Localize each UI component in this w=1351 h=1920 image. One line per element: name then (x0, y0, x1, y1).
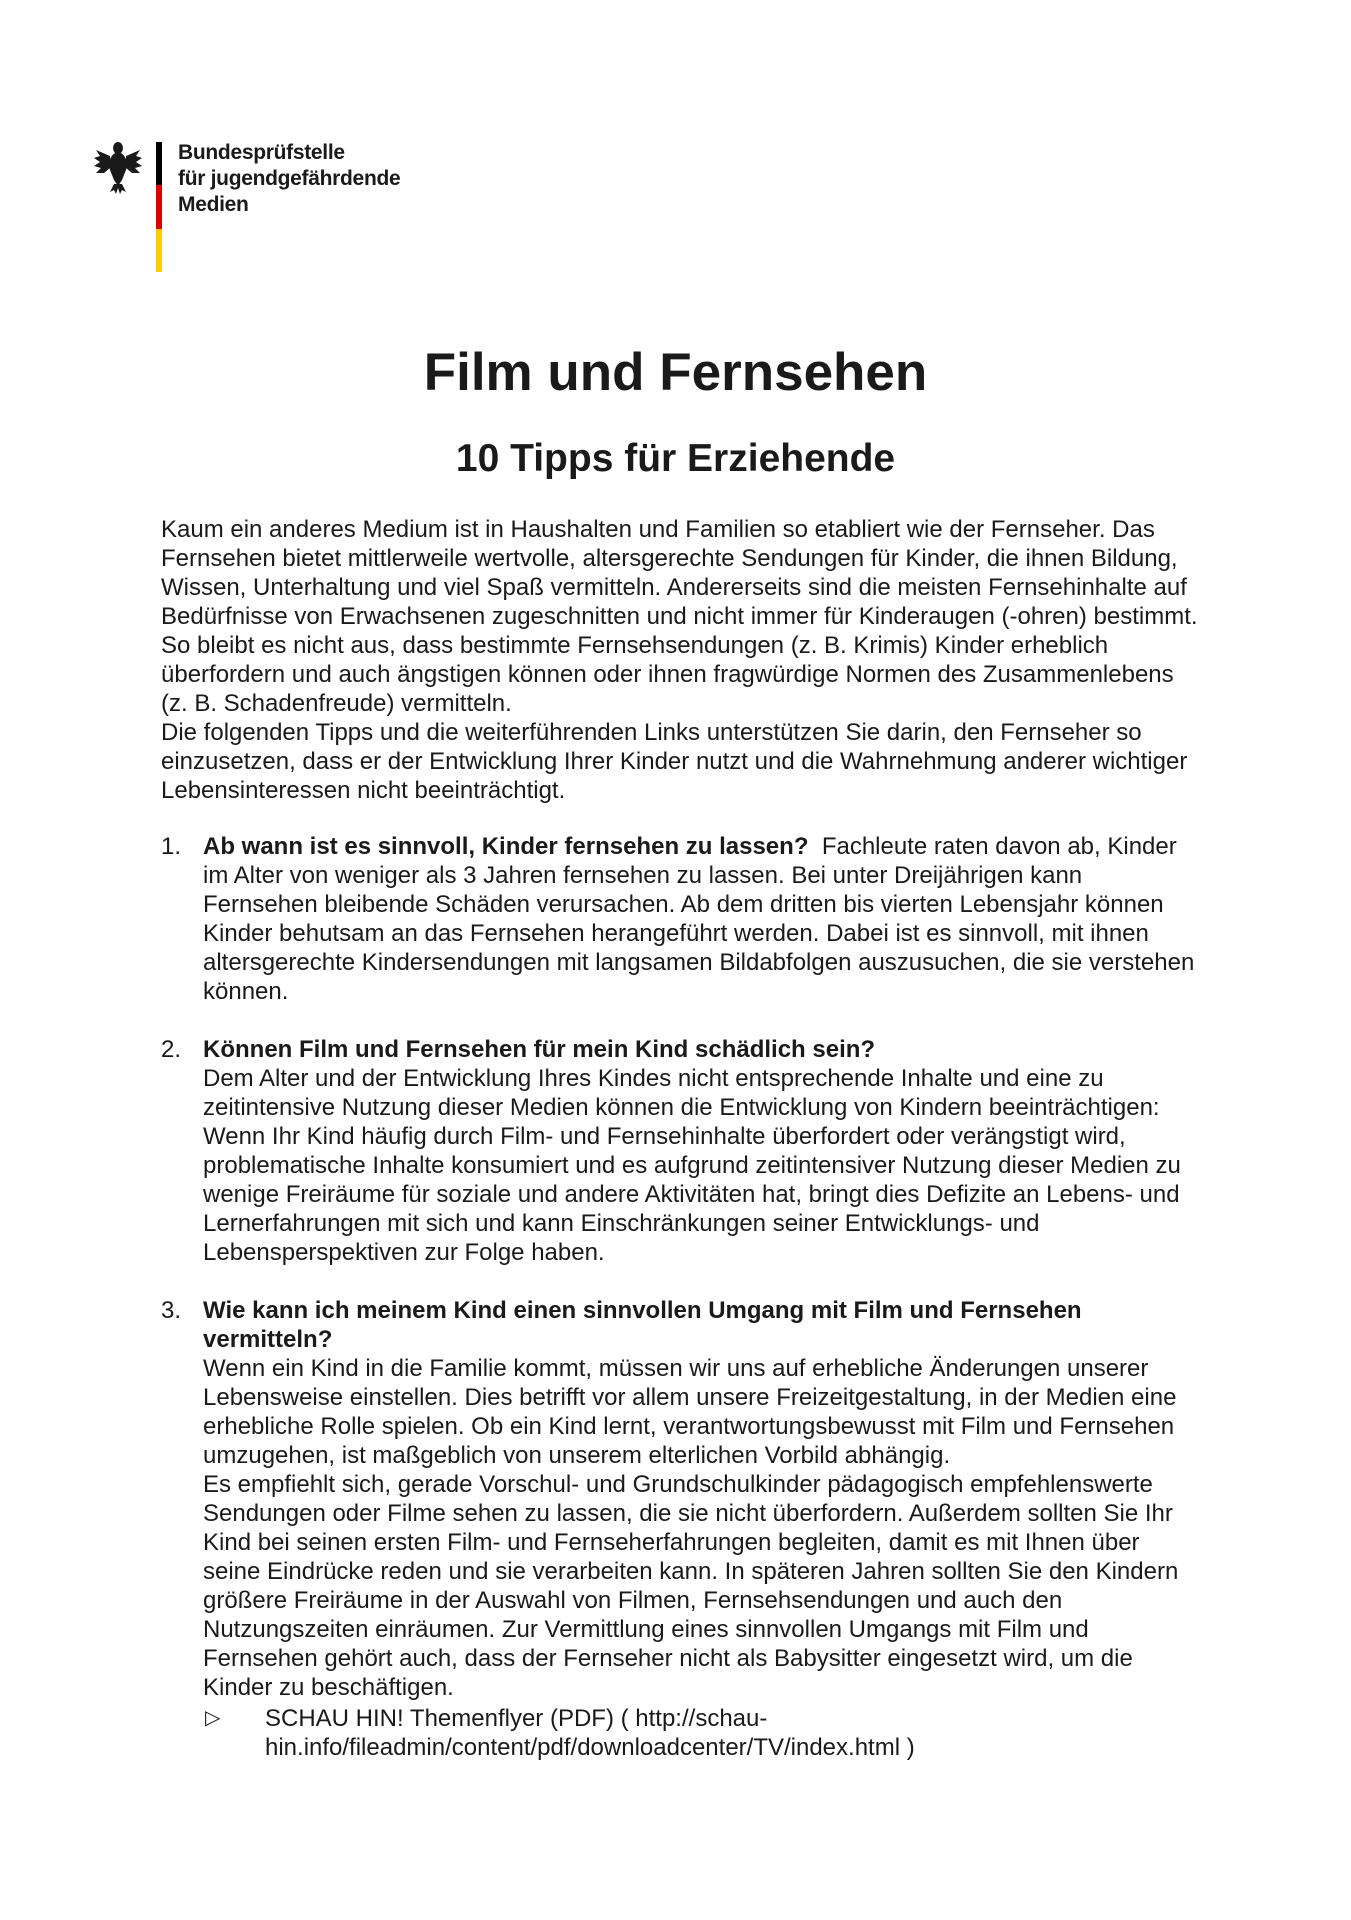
document-subtitle: 10 Tipps für Erziehende (455, 437, 896, 480)
tip-number: 2. (161, 1036, 182, 1063)
triangle-bullet-icon: ▷ (205, 1707, 221, 1729)
intro-paragraph-1: Kaum ein anderes Medium ist in Haushalten und Familien so etabliert wie der Fernseher. Das Fernsehen bietet mittlerweile wertvolle, altersgerechte Sendungen für Kinder, die ihnen Bildung, Wissen, Unterhaltung und viel Spaß vermitteln. Andererseits sind die meisten Fernsehinhalte auf Bedürfnisse von Erwachsenen zugeschnitten und nicht immer für Kinderaugen (-ohren) bestimmt. So bleibt es nicht aus, dass bestimmte Fernsehsendungen (z. B. Krimis) Kinder erheblich überfordern und auch ängstigen können oder ihnen fragwürdige Normen des Zusammenlebens (z. B. Schadenfreude) vermitteln. (161, 516, 1198, 717)
flag-bar (156, 142, 162, 272)
tip-content (203, 832, 1201, 1006)
flag-gold-stripe (156, 229, 162, 272)
tip-question: Können Film und Fernsehen für mein Kind schädlich sein? (203, 1036, 876, 1063)
tip-answer-paragraph-1: Wenn ein Kind in die Familie kommt, müssen wir uns auf erhebliche Änderungen unserer Lebensweise einstellen. Dies betrifft vor allem unsere Freizeitgestaltung, in der Medien eine erhebliche Rolle spielen. Ob ein Kind lernt, verantwortungsbewusst mit Film und Fernsehen umzugehen, ist maßgeblich von unserem elterlichen Vorbild abhängig. (203, 1355, 1177, 1469)
tip-question: Wie kann ich meinem Kind einen sinnvollen Umgang mit Film und Fernsehen vermitteln? (203, 1297, 1082, 1353)
document-title: Film und Fernsehen (423, 343, 928, 402)
further-link[interactable] (203, 1704, 1201, 1762)
federal-eagle-icon (92, 140, 144, 194)
authority-name-line3: Medien (178, 193, 249, 216)
tip-answer: Dem Alter und der Entwicklung Ihres Kindes nicht entsprechende Inhalte und eine zu zeitintensive Nutzung dieser Medien können die Entwicklung von Kindern beeinträchtigen: Wenn Ihr Kind häufig durch Film- und Fernsehinhalte überfordert oder verängstigt wird, problematische Inhalte konsumiert und es aufgrund zeitintensiver Nutzung dieser Medien zu wenige Freiräume für soziale und andere Aktivitäten hat, bringt dies Defizite an Lebens- und Lernerfahrungen mit sich und kann Einschränkungen seiner Entwicklungs- und Lebensperspektiven zur Folge haben. (203, 1065, 1181, 1266)
tip-number: 3. (161, 1297, 182, 1324)
tip-answer-paragraph-2: Es empfiehlt sich, gerade Vorschul- und Grundschulkinder pädagogisch empfehlenswerte Sendungen oder Filme sehen zu lassen, die sie nicht überfordern. Außerdem sollten Sie Ihr Kind bei seinen ersten Film- und Fernseherfahrungen begleiten, damit es mit Ihnen über seine Eindrücke reden und sie verarbeiten kann. In späteren Jahren sollten Sie den Kindern größere Freiräume in der Auswahl von Filmen, Fernsehsendungen und auch den Nutzungszeiten einräumen. Zur Vermittlung eines sinnvollen Umgangs mit Film und Fernsehen gehört auch, dass der Fernseher nicht als Babysitter eingesetzt wird, um die Kinder zu beschäftigen. (203, 1471, 1179, 1701)
intro-paragraph-2: Die folgenden Tipps und die weiterführenden Links unterstützen Sie darin, den Fernseher so einzusetzen, dass er der Entwicklung Ihrer Kinder nutzt und die Wahrnehmung anderer wichtiger Lebensinteressen nicht beeinträchtigt. (161, 719, 1188, 804)
flag-black-stripe (156, 142, 162, 185)
tip-item (161, 1035, 1201, 1267)
flag-red-stripe (156, 185, 162, 228)
intro-section (161, 515, 1201, 805)
tip-item (161, 832, 1201, 1006)
tip-question: Ab wann ist es sinnvoll, Kinder fernsehen zu lassen? (203, 833, 809, 860)
authority-name-line2: für jugendgefährdende (178, 167, 401, 190)
authority-name-line1: Bundesprüfstelle (178, 141, 345, 164)
authority-name (178, 140, 400, 218)
tip-number: 1. (161, 833, 182, 860)
tips-list (161, 832, 1201, 1791)
authority-logo (92, 140, 412, 275)
tip-item (161, 1296, 1201, 1762)
further-link-text[interactable]: SCHAU HIN! Themenflyer (PDF) ( http://schau-hin.info/fileadmin/content/pdf/downloadcenter/TV/index.html ) (265, 1705, 915, 1761)
tip-answer: Fachleute raten davon ab, Kinder im Alter von weniger als 3 Jahren fernsehen zu lassen. Bei unter Dreijährigen kann Fernsehen bleibende Schäden verursachen. Ab dem dritten bis vierten Lebensjahr können Kinder behutsam an das Fernsehen herangeführt werden. Dabei ist es sinnvoll, mit ihnen altersgerechte Kindersendungen mit langsamen Bildabfolgen auszusuchen, die sie verstehen können. (203, 833, 1195, 1005)
